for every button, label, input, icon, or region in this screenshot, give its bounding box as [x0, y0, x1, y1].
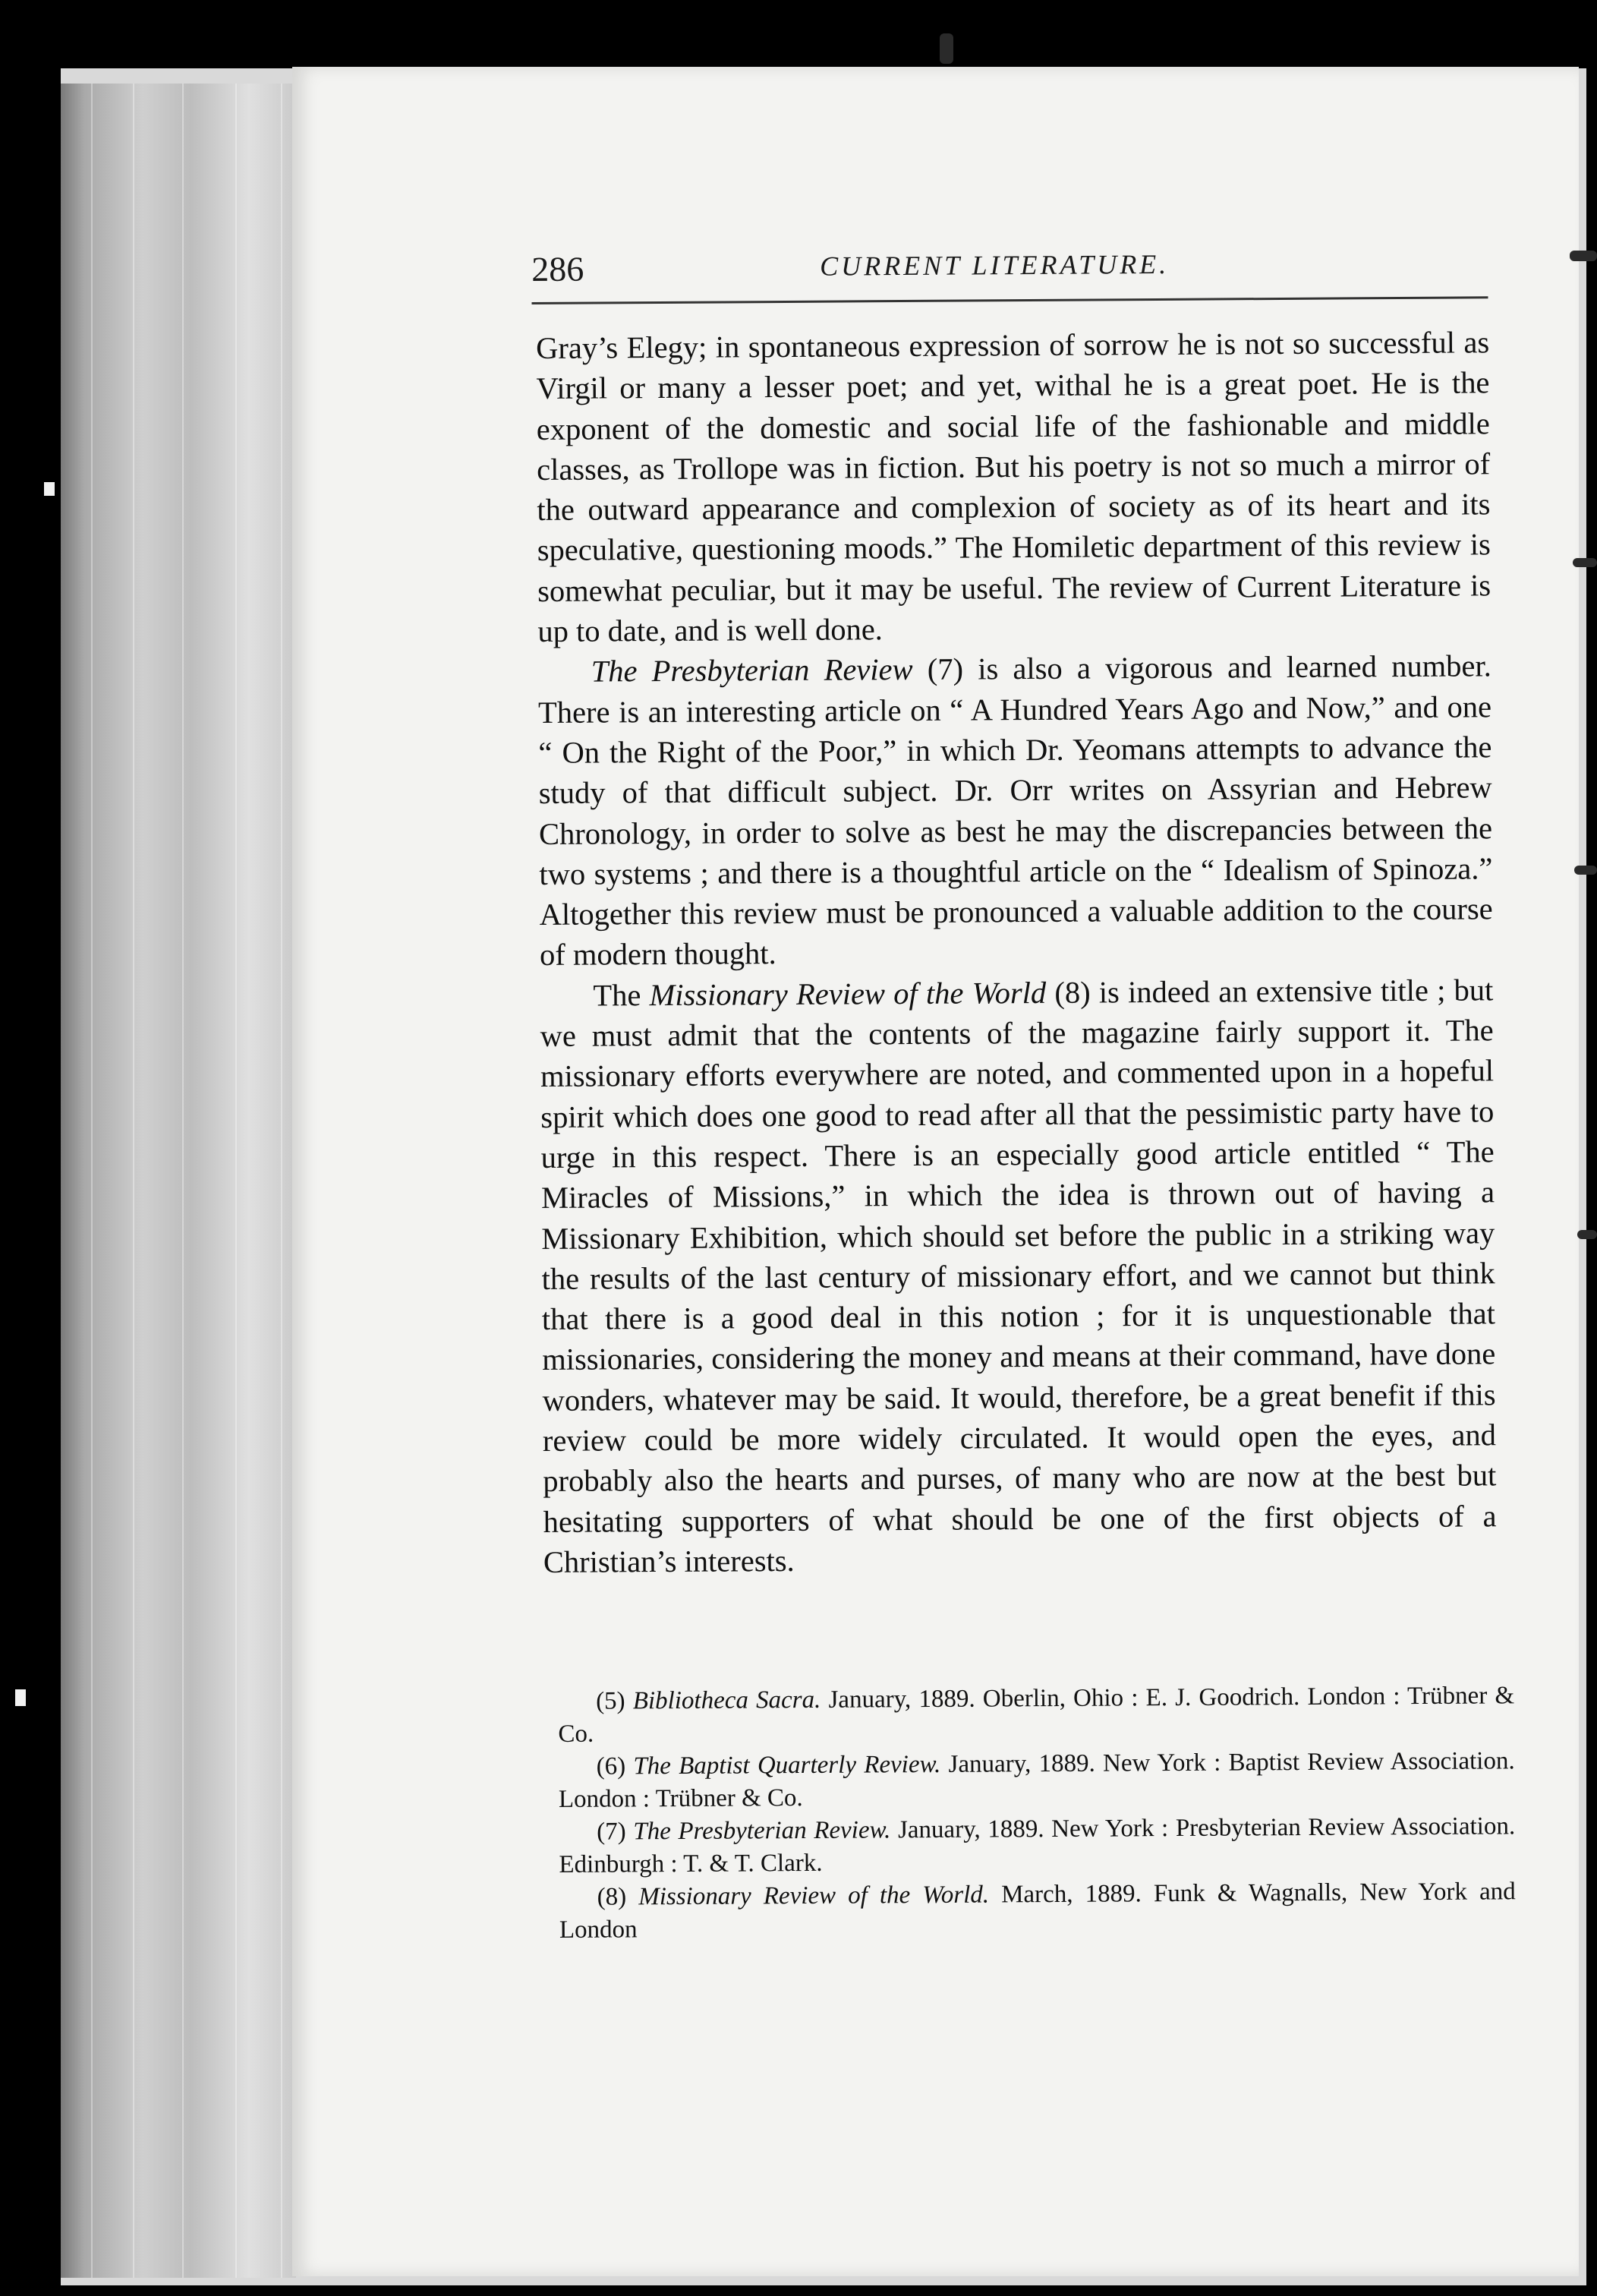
footnote-text: March, 1889. Funk & Wagnalls, New York and London — [559, 1878, 1516, 1944]
paragraph — [538, 646, 1494, 976]
page-edge-line — [182, 84, 184, 2278]
footnote-number: (6) — [596, 1752, 626, 1780]
footnote-number: (8) — [597, 1883, 627, 1911]
page-edge-line — [235, 84, 237, 2278]
footnote — [559, 1875, 1517, 1947]
page-edge-line — [133, 84, 134, 2278]
footnote-title: The Baptist Quarterly Review. — [633, 1750, 941, 1780]
paragraph — [540, 970, 1497, 1582]
page-clip — [1577, 1230, 1597, 1239]
page-edge-line — [281, 84, 282, 2278]
body-text — [536, 322, 1497, 1582]
paragraph-text: The — [593, 977, 650, 1013]
page-clip — [1574, 866, 1597, 875]
paragraph-text: (7) is also a vigorous and learned number. There is an interesting article on “ A Hundred Years Ago and Now,” and one “ On the Right of the Poor,” in which Dr. Yeomans attempts to advance the study of that difficult subject. Dr. Orr writes on Assyrian and Hebrew Chronology, in order to solve as best he may the discrepancies between the two systems ; and there is a thoughtful article on the “ Idealism of Spinoza.” Altogether this review must be pronounced a valuable addition to the course of modern thought. — [537, 648, 1493, 973]
running-title: CURRENT LITERATURE. — [820, 248, 1170, 282]
footnote-text: January, 1889. Oberlin, Ohio : E. J. Goodrich. London : Trübner & Co. — [558, 1682, 1515, 1748]
footnote-title: The Presbyterian Review. — [633, 1816, 891, 1846]
page-clip — [1573, 558, 1597, 567]
page-clip — [940, 33, 953, 64]
page-edge-line — [91, 84, 93, 2278]
scan-artifact — [15, 1689, 26, 1706]
footnotes — [558, 1679, 1516, 1947]
footnote-title: Missionary Review of the World. — [638, 1881, 990, 1911]
page-clip — [1570, 251, 1597, 261]
scan-artifact — [44, 482, 55, 496]
page-number: 286 — [531, 249, 584, 289]
running-head — [531, 235, 1488, 304]
italic-title: Missionary Review of the World — [649, 975, 1047, 1012]
italic-title: The Presbyterian Review — [591, 652, 913, 689]
page-edges — [61, 84, 296, 2278]
footnote-text: January, 1889. New York : Baptist Review Association. London : Trübner & Co. — [558, 1747, 1515, 1813]
paragraph: Gray’s Elegy; in spontaneous expression of sorrow he is not so successful as Virgil or many a lesser poet; and yet, withal he is a great poet. He is the exponent of the domestic and social life of the fashionable and middle classes, as Trollope was in fiction. But his poetry is not so much a mirror of the outward appearance and complexion of society as of its heart and its speculative, questioning moods.” The Homiletic department of this review is somewhat peculiar, but it may be useful. The review of Current Literature is up to date, and is well done. — [536, 325, 1491, 649]
footnote-title: Bibliotheca Sacra. — [632, 1686, 821, 1715]
footnote-number: (5) — [596, 1687, 625, 1715]
footnote — [559, 1810, 1516, 1881]
footnote — [558, 1679, 1515, 1751]
footnote — [559, 1745, 1516, 1816]
footnote-text: January, 1889. New York : Presbyterian Review Association. Edinburgh : T. & T. Clark. — [559, 1812, 1516, 1878]
paragraph-text: (8) is indeed an extensive title ; but we must admit that the contents of the magazine fairly support it. The missionary efforts everywhere are noted, and commented upon in a hopeful spirit which does one good to read after all that the pessimistic party have to urge in this respect. There is an especially good article entitled “ The Miracles of Missions,” in which the idea is thrown out of having a Missionary Exhibition, which should set before the public in a striking way the results of the last century of missionary effort, and we cannot but think that there is a good deal in this notion ; for it is unquestionable that missionaries, considering the money and means at their command, have done wonders, whatever may be said. It would, therefore, be a great benefit if this review could be more widely circulated. It would open the eyes, and probably also the hearts and purses, of many who are now at the best but hesitating supporters of what should be one of the first objects of a Christian’s interests. — [540, 973, 1497, 1579]
footnote-number: (7) — [597, 1818, 626, 1846]
